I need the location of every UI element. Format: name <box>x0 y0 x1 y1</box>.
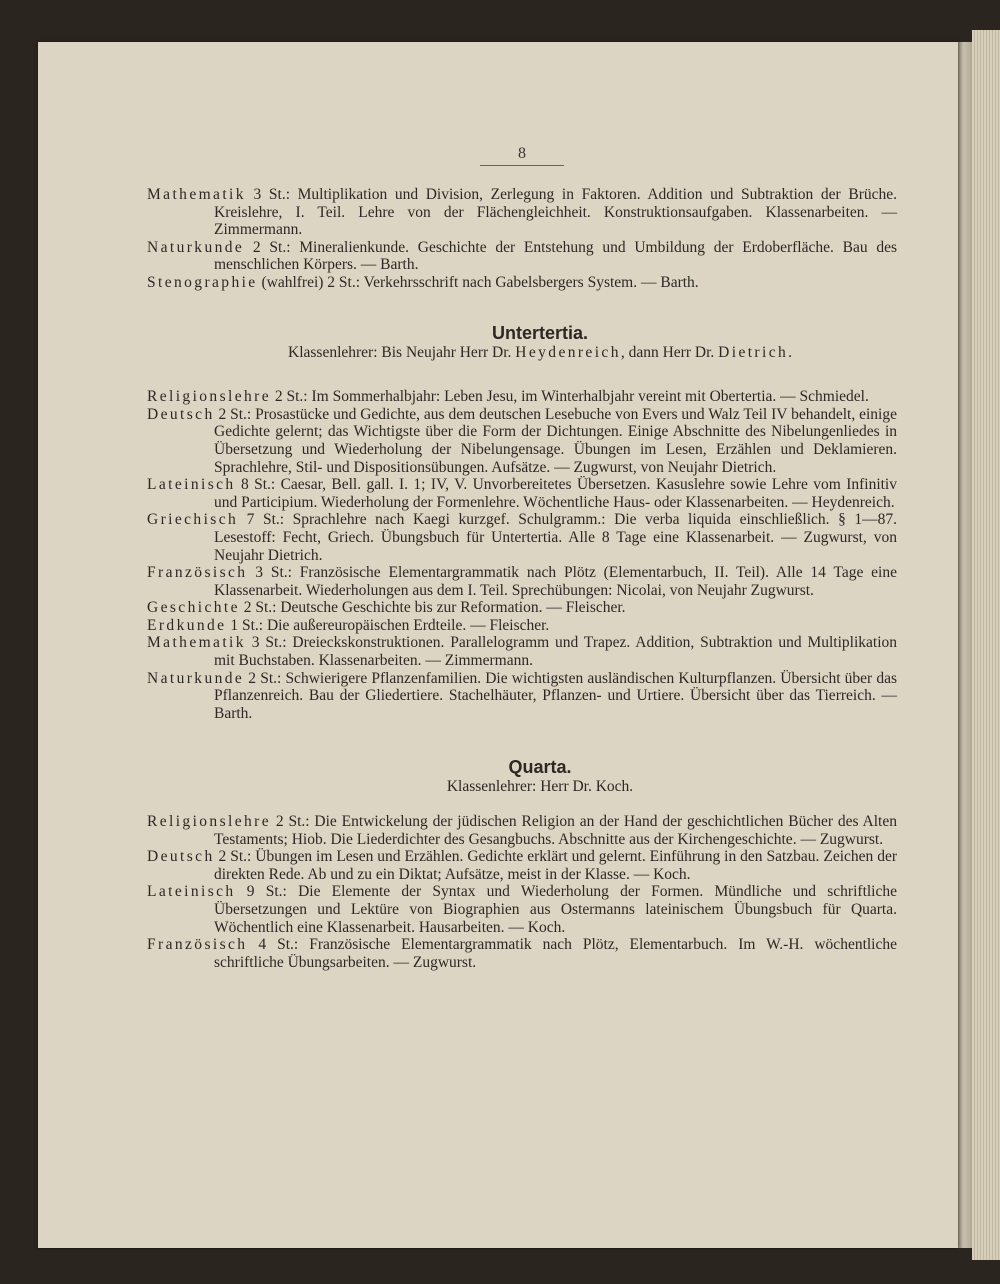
subject-name: Stenographie <box>147 273 258 291</box>
page-number-rule <box>480 165 564 166</box>
entry-text: (wahlfrei) 2 St.: Verkehrsschrift nach Gabelsbergers System. — Barth. <box>257 273 699 291</box>
teacher-prefix: Klassenlehrer: Bis Neujahr Herr Dr. <box>288 343 516 361</box>
entry-text: 9 St.: Die Elemente der Syntax und Wiederholung der Formen. Mündliche und schriftliche Übersetzungen und Lektüre von Biographien aus Ostermanns lateinischem Übungsbuch für Quarta. Wöchentlich eine Klassenarbeit. Hausarbeiten. — Koch. <box>214 883 897 936</box>
entry-text: 3 St.: Multiplikation und Division, Zerlegung in Faktoren. Addition und Subtraktion der Brüche. Kreislehre, I. Teil. Lehre von der Flächengleichheit. Konstruktionsaufgaben. Klassenarbeiten. — Zimmermann. <box>214 186 897 239</box>
page-content <box>147 186 897 971</box>
entry-text: 7 St.: Sprachlehre nach Kaegi kurzgef. Schulgramm.: Die verba liquida einschließlich. § 1—87. Lesestoff: Fecht, Griech. Übungsbuch für Untertertia. Alle 8 Tage eine Klassenarbeit. — Zugwurst, von Neujahr Dietrich. <box>214 511 897 564</box>
entry-text: 4 St.: Französische Elementargrammatik nach Plötz, Elementarbuch. Im W.-H. wöchentliche schriftliche Übungsarbeiten. — Zugwurst. <box>214 936 897 971</box>
curriculum-entry <box>147 670 897 723</box>
page-edge <box>972 30 1000 1260</box>
subject-name: Deutsch <box>147 405 215 423</box>
subject-name: Geschichte <box>147 599 240 617</box>
subject-name: Religionslehre <box>147 388 271 406</box>
subject-name: Mathematik <box>147 186 246 203</box>
curriculum-entry <box>147 848 897 883</box>
class-teacher-line <box>183 344 897 362</box>
teacher-name: Heydenreich <box>515 343 621 361</box>
teacher-mid: , dann Herr Dr. <box>620 343 719 361</box>
curriculum-entry <box>147 564 897 599</box>
book-spine-shadow <box>958 42 972 1248</box>
entry-text: 2 St.: Mineralienkunde. Geschichte der Entstehung und Umbildung der Erdoberfläche. Bau des menschlichen Körpers. — Barth. <box>214 238 897 274</box>
subject-name: Lateinisch <box>147 476 236 494</box>
curriculum-entry <box>147 511 897 564</box>
entry-text: 3 St.: Dreieckskonstruktionen. Parallelogramm und Trapez. Addition, Subtraktion und Multiplikation mit Buchstaben. Klassenarbeiten. — Zimmermann. <box>214 634 897 670</box>
curriculum-entry <box>147 239 897 274</box>
quarta-entries <box>147 813 897 971</box>
curriculum-entry <box>147 813 897 848</box>
subject-name: Französisch <box>147 564 248 582</box>
untertertia-section <box>147 322 897 723</box>
entry-text: 2 St.: Schwierigere Pflanzenfamilien. Die wichtigsten ausländischen Kulturpflanzen. Übersicht über das Pflanzenreich. Bau der Gliedertiere. Stachelhäuter, Pflanzen- und Urtiere. Übersicht über das Tierreich. — Barth. <box>214 669 897 722</box>
curriculum-entry <box>147 476 897 511</box>
curriculum-entry <box>147 186 897 239</box>
curriculum-entry <box>147 406 897 476</box>
subject-name: Mathematik <box>147 634 246 652</box>
untertertia-entries <box>147 388 897 722</box>
subject-name: Naturkunde <box>147 238 245 256</box>
subject-name: Lateinisch <box>147 883 236 901</box>
subject-name: Deutsch <box>147 848 215 866</box>
class-teacher-line: Klassenlehrer: Herr Dr. Koch. <box>446 778 634 796</box>
subject-name: Religionslehre <box>147 813 271 831</box>
teacher-suffix: . <box>788 343 792 361</box>
curriculum-entry <box>147 388 897 406</box>
quarta-section <box>147 756 897 971</box>
entry-text: 2 St.: Übungen im Lesen und Erzählen. Gedichte erklärt und gelernt. Einführung in den Satzbau. Zeichen der direkten Rede. Ab und zu ein Diktat; Aufsätze, meist in der Klasse. — Koch. <box>214 848 897 883</box>
subject-name: Französisch <box>147 936 248 954</box>
page-number: 8 <box>518 145 526 162</box>
teacher-name: Dietrich <box>718 343 789 361</box>
curriculum-entry <box>147 634 897 669</box>
subject-name: Erdkunde <box>147 616 227 634</box>
entry-text: 8 St.: Caesar, Bell. gall. I. 1; IV, V. Unvorbereitetes Übersetzen. Kasuslehre sowie Lehre vom Infinitiv und Participium. Wiederholung der Formenlehre. Wöchentliche Haus- oder Klassenarbeiten. — Heydenreich. <box>214 476 897 511</box>
subject-name: Naturkunde <box>147 669 245 687</box>
entry-text: 1 St.: Die außereuropäischen Erdteile. — Fleischer. <box>226 616 550 634</box>
section-title: Quarta. <box>508 757 572 778</box>
entry-text: 2 St.: Prosastücke und Gedichte, aus dem deutschen Lesebuche von Evers und Walz Teil IV behandelt, einige Gedichte gelernt; das Wichtigste über die Form der Dichtungen. Einige Abschnitte des Nibelungenliedes in Übersetzung und Wiederholung der Nibelungensage. Übungen im Lesen, Erzählen und Deklamieren. Sprachlehre, Stil- und Dispositionsübungen. Aufsätze. — Zugwurst, von Neujahr Dietrich. <box>214 405 897 476</box>
entry-text: 2 St.: Deutsche Geschichte bis zur Reformation. — Fleischer. <box>239 599 626 617</box>
entry-text: 2 St.: Die Entwickelung der jüdischen Religion an der Hand der geschichtlichen Bücher des Alten Testaments; Hiob. Die Liederdichter des Gesangbuchs. Abschnitte aus der Kirchengeschichte. — Zugwurst. <box>214 813 897 848</box>
intro-section <box>147 186 897 292</box>
subject-name: Griechisch <box>147 511 239 529</box>
curriculum-entry <box>147 883 897 936</box>
entry-text: 3 St.: Französische Elementargrammatik nach Plötz (Elementarbuch, II. Teil). Alle 14 Tage eine Klassenarbeit. Wiederholungen aus dem I. Teil. Sprechübungen: Nicolai, von Neujahr Zugwurst. <box>214 564 897 599</box>
curriculum-entry <box>147 936 897 971</box>
curriculum-entry <box>147 274 897 292</box>
section-title: Untertertia. <box>491 322 589 343</box>
curriculum-entry <box>147 599 897 617</box>
entry-text: 2 St.: Im Sommerhalbjahr: Leben Jesu, im Winterhalbjahr vereint mit Obertertia. — Schmiedel. <box>271 388 869 406</box>
curriculum-entry <box>147 617 897 635</box>
